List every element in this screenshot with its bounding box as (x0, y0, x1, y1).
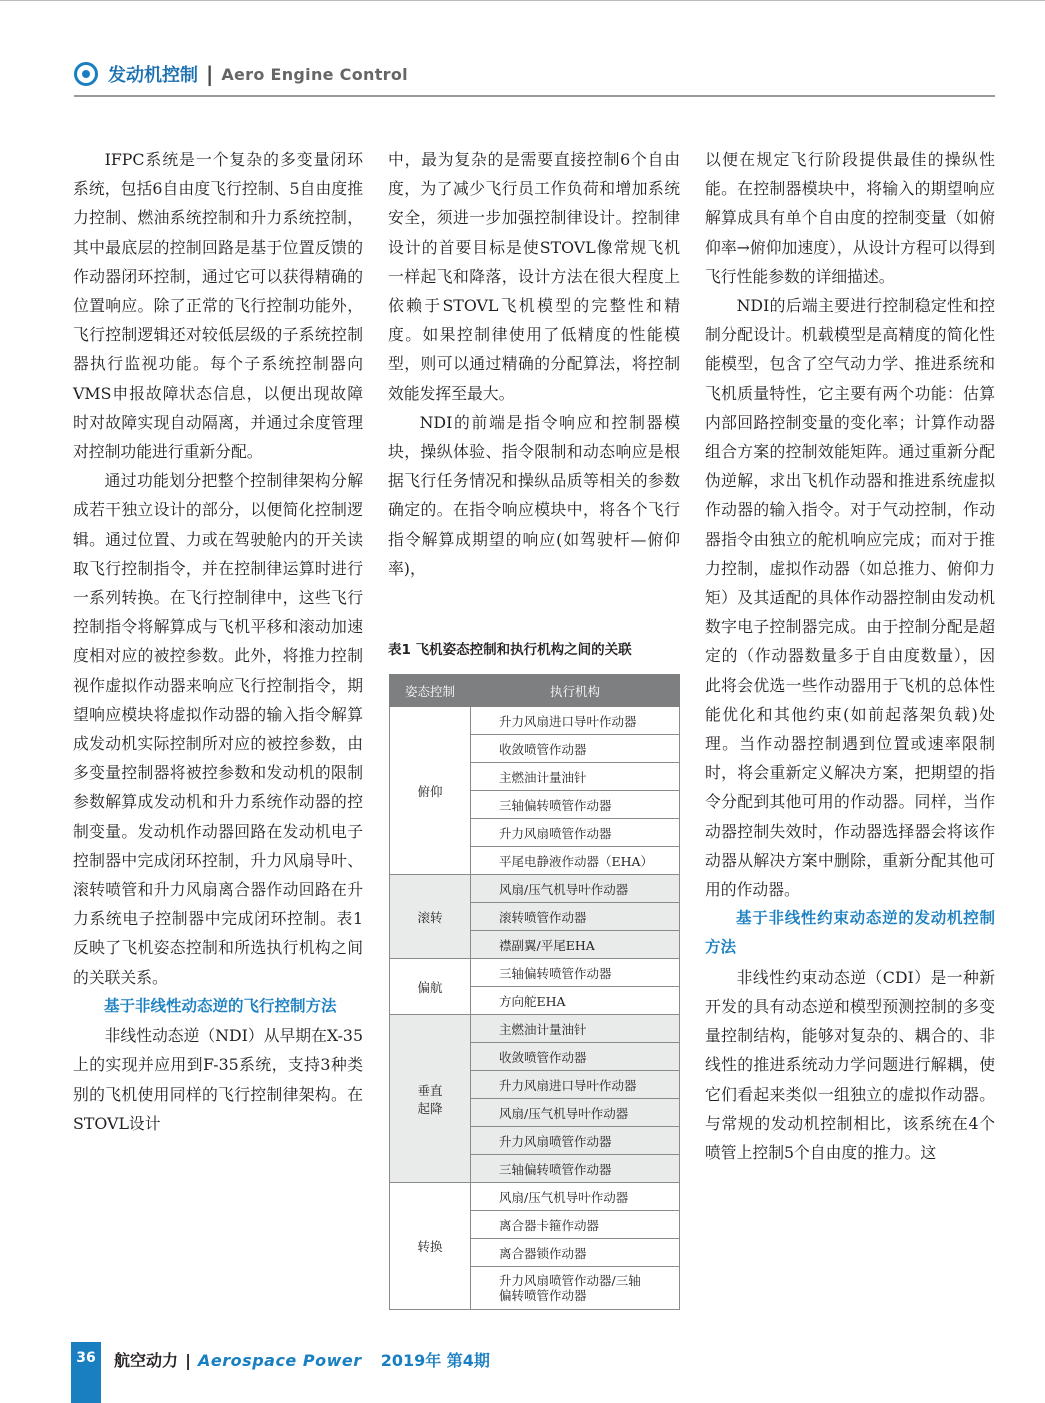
paragraph: NDI的前端是指令响应和控制器模块，操纵体验、指令限制和动态响应是根据飞行任务情况和操纵品质等相关的参数确定的。在指令响应模块中，将各个飞行指令解算成期望的响应(如驾驶杆—俯仰率)， (388, 412, 680, 578)
table-cell: 三轴偏转喷管作动器 (471, 959, 680, 987)
table-cell: 升力风扇进口导叶作动器 (471, 707, 680, 735)
paragraph: 以便在规定飞行阶段提供最佳的操纵性能。在控制器模块中，将输入的期望响应解算成具有单个自由度的控制变量（如俯仰率→俯仰加速度），从设计方程可以得到飞行性能参数的详细描述。 (705, 150, 995, 286)
header-section-title-en: Aero Engine Control (221, 64, 408, 84)
table-cell: 主燃油计量油针 (471, 1015, 680, 1043)
table-row (390, 1015, 680, 1043)
category-label-line: 起降 (417, 1100, 443, 1116)
table-cell: 收敛喷管作动器 (471, 735, 680, 763)
table-category-cell: 滚转 (390, 875, 471, 959)
category-label-line: 垂直 (417, 1082, 443, 1098)
table-row (390, 1183, 680, 1211)
table-cell: 收敛喷管作动器 (471, 1043, 680, 1071)
cell-line: 升力风扇喷管作动器/三轴 (499, 1273, 641, 1288)
paragraph: IFPC系统是一个复杂的多变量闭环系统，包括6自由度飞行控制、5自由度推力控制、燃油系统控制和升力系统控制，其中最底层的控制回路是基于位置反馈的作动器闭环控制，通过它可以获得精确的位置响应。除了正常的飞行控制功能外，飞行控制逻辑还对较低层级的子系统控制器执行监视功能。每个子系统控制器向VMS申报故障状态信息，以便出现故障时对故障实现自动隔离，并通过余度管理对控制功能进行重新分配。 (73, 150, 363, 462)
paragraph: 通过功能划分把整个控制律架构分解成若干独立设计的部分，以便简化控制逻辑。通过位置、力或在驾驶舱内的开关读取飞行控制指令，并在控制律运算时进行一系列转换。在飞行控制律中，这些飞行控制指令将解算成与飞机平移和滚动加速度相对应的被控参数。此外，将推力控制视作虚拟作动器来响应飞行控制指令，期望响应模块将虚拟作动器的输入指令解算成发动机实际控制所对应的被控参数，由多变量控制器将被控参数和发动机的限制参数解算成发动机和升力系统作动器的控制变量。发动机作动器回路在发动机电子控制器中完成闭环控制，升力风扇导叶、滚转喷管和升力风扇离合器作动回路在升力系统电子控制器中完成闭环控制。表1反映了飞机姿态控制和所选执行机构之间的关联关系。 (73, 471, 363, 987)
table-header-cell: 执行机构 (471, 675, 680, 707)
table-cell: 风扇/压气机导叶作动器 (471, 1099, 680, 1127)
table-cell: 风扇/压气机导叶作动器 (471, 875, 680, 903)
footer-issue: 2019年 第4期 (380, 1351, 490, 1370)
table-row (390, 707, 680, 735)
journal-logo-icon (74, 62, 98, 86)
top-border-line (0, 0, 1045, 1)
table-cell: 主燃油计量油针 (471, 763, 680, 791)
table-cell: 离合器卡箍作动器 (471, 1211, 680, 1239)
table-cell: 升力风扇喷管作动器 (471, 819, 680, 847)
paragraph: 非线性动态逆（NDI）从早期在X-35上的实现并应用到F-35系统，支持3种类别的飞机使用同样的飞行控制律架构。在STOVL设计 (73, 1026, 364, 1133)
table-category-cell: 俯仰 (390, 707, 471, 875)
table-category-cell: 偏航 (390, 959, 471, 1015)
section-heading: 基于非线性约束动态逆的发动机控制方法 (705, 909, 995, 957)
table-category-cell (390, 1015, 471, 1183)
table-header-cell: 姿态控制 (390, 675, 471, 707)
page-number: 36 (76, 1350, 96, 1366)
table-cell: 方向舵EHA (471, 987, 680, 1015)
table-cell: 升力风扇进口导叶作动器 (471, 1071, 680, 1099)
table-row (390, 875, 680, 903)
header-separator: | (206, 62, 214, 86)
table-header-row (390, 675, 680, 707)
header-rule (74, 95, 995, 97)
section-heading: 基于非线性动态逆的飞行控制方法 (104, 996, 337, 1015)
paragraph: 非线性约束动态逆（CDI）是一种新开发的具有动态逆和模型预测控制的多变量控制结构，能够对复杂的、耦合的、非线性的推进系统动力学问题进行解耦，使它们看起来类似一组独立的虚拟作动器。与常规的发动机控制相比，该系统在4个喷管上控制5个自由度的推力。这 (705, 967, 995, 1162)
table-cell: 三轴偏转喷管作动器 (471, 791, 680, 819)
table-cell: 离合器锁作动器 (471, 1239, 680, 1267)
relation-table (389, 674, 680, 1310)
running-header (74, 58, 408, 90)
table-cell: 三轴偏转喷管作动器 (471, 1155, 680, 1183)
table-caption: 表1 飞机姿态控制和执行机构之间的关联 (388, 642, 632, 658)
text-column-2 (388, 145, 680, 583)
table-row (390, 959, 680, 987)
running-footer (114, 1348, 490, 1371)
table-cell: 滚转喷管作动器 (471, 903, 680, 931)
table-cell: 风扇/压气机导叶作动器 (471, 1183, 680, 1211)
table-category-cell: 转换 (390, 1183, 471, 1310)
paragraph: NDI的后端主要进行控制稳定性和控制分配设计。机载模型是高精度的简化性能模型，包含了空气动力学、推进系统和飞机质量特性，它主要有两个功能：估算内部回路控制变量的变化率；计算作动器组合方案的控制效能矩阵。通过重新分配伪逆解，求出飞机作动器和推进系统虚拟作动器的输入指令。对于气动控制，作动器指令由独立的舵机响应完成；而对于推力控制，虚拟作动器（如总推力、俯仰力矩）及其适配的具体作动器控制由发动机数字电子控制器完成。由于控制分配是超定的（作动器数量多于自由度数量），因此将会优选一些作动器用于飞机的总体性能优化和其他约束(如前起落架负载)处理。当作动器控制遇到位置或速率限制时，将会重新定义解决方案，把期望的指令分配到其他可用的作动器。同样，当作动器控制失效时，作动器选择器会将该作动器从解决方案中删除，重新分配其他可用的作动器。 (705, 296, 995, 900)
table-cell: 襟副翼/平尾EHA (471, 931, 680, 959)
header-section-title: 发动机控制 (108, 65, 198, 86)
cell-line: 偏转喷管作动器 (499, 1288, 587, 1303)
table-cell (471, 1267, 680, 1310)
text-column-3 (705, 145, 995, 1167)
footer-separator: | (185, 1351, 191, 1370)
table-cell: 平尾电静液作动器（EHA） (471, 847, 680, 875)
table-cell: 升力风扇喷管作动器 (471, 1127, 680, 1155)
footer-journal-en: Aerospace Power (198, 1351, 362, 1370)
footer-journal-cn: 航空动力 (114, 1351, 179, 1370)
paragraph: 中，最为复杂的是需要直接控制6个自由度，为了减少飞行员工作负荷和增加系统安全，须进一步加强控制律设计。控制律设计的首要目标是使STOVL像常规飞机一样起飞和降落，设计方法在很大程度上依赖于STOVL飞机模型的完整性和精度。如果控制律使用了低精度的性能模型，则可以通过精确的分配算法，将控制效能发挥至最大。 (388, 150, 680, 403)
text-column-1 (73, 145, 363, 1138)
